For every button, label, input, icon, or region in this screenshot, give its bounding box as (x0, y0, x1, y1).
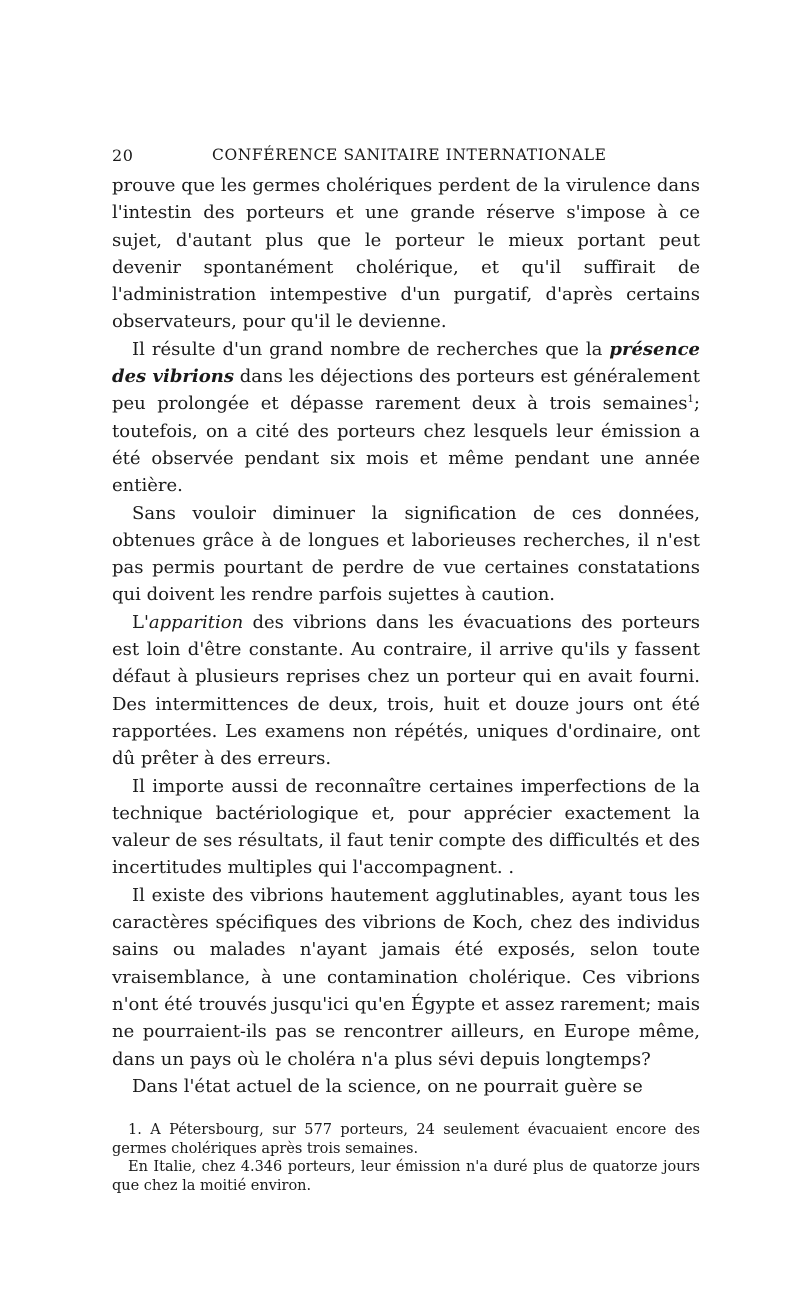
paragraph-4-text-start: L' (132, 611, 149, 633)
paragraph-6: Il existe des vibrions hautement agglutinables, ayant tous les caractères spécifiques des vibrions de Koch, chez des individus sains ou malades n'ayant jamais été exposés, selon toute vraisemblance, à une contamination cholérique. Ces vibrions n'ont été trouvés jusqu'ici qu'en Égypte et assez rarement; mais ne pourraient-ils pas se rencontrer ailleurs, en Europe même, dans un pays où le choléra n'a plus sévi depuis longtemps? (112, 884, 700, 1070)
body-text (112, 172, 700, 1100)
page (112, 138, 700, 1195)
paragraph-2 (112, 336, 700, 500)
paragraph-2-text-middle: dans les déjections des porteurs est généralement peu prolongée et dépasse rarement deux à trois semaines (112, 366, 700, 415)
paragraph-4-text-end: des vibrions dans les évacuations des porteurs est loin d'être constante. Au contraire, il arrive qu'ils y fassent défaut à plusieurs reprises chez un porteur qui en avait fourni. Des intermittences de deux, trois, huit et douze jours ont été rapportées. Les examens non répétés, uniques d'ordinaire, ont dû prêter à des erreurs. (112, 611, 700, 770)
footnote-1: 1. A Pétersbourg, sur 577 porteurs, 24 seulement évacuaient encore des germes cholériques après trois semaines. (112, 1122, 700, 1157)
running-head (112, 138, 700, 172)
paragraph-5: Il importe aussi de reconnaître certaines imperfections de la technique bactériologique et, pour apprécier exactement la valeur de ses résultats, il faut tenir compte des difficultés et des incertitudes multiples qui l'accompagnent. . (112, 775, 700, 879)
paragraph-4 (112, 609, 700, 773)
emphasis-presence-des-vibrions: présence des vibrions (112, 338, 700, 388)
paragraph-3: Sans vouloir diminuer la signification de ces données, obtenues grâce à de longues et laborieuses recherches, il n'est pas permis pourtant de perdre de vue certaines constatations qui doivent les rendre parfois sujettes à caution. (112, 502, 700, 606)
paragraph-2-text-end: ; toutefois, on a cité des porteurs chez lesquels leur émission a été observée pendant six mois et même pendant une année entière. (112, 393, 700, 497)
emphasis-apparition: apparition (148, 611, 244, 633)
footnote-2: En Italie, chez 4.346 porteurs, leur émission n'a duré plus de quatorze jours que chez la moitié environ. (112, 1159, 700, 1194)
running-title: CONFÉRENCE SANITAIRE INTERNATIONALE (212, 146, 607, 164)
page-number: 20 (112, 146, 134, 165)
footnote-reference: 1 (687, 394, 694, 406)
footnotes (112, 1121, 700, 1195)
paragraph-7: Dans l'état actuel de la science, on ne pourrait guère se (132, 1075, 643, 1097)
paragraph-1: prouve que les germes cholériques perdent de la virulence dans l'intestin des porteurs et une grande réserve s'impose à ce sujet, d'autant plus que le porteur le mieux portant peut devenir spontanément cholérique, et qu'il suffirait de l'administration intempestive d'un purgatif, d'après certains observateurs, pour qu'il le devienne. (112, 175, 700, 333)
paragraph-2-text-start: Il résulte d'un grand nombre de recherches que la (132, 338, 610, 360)
